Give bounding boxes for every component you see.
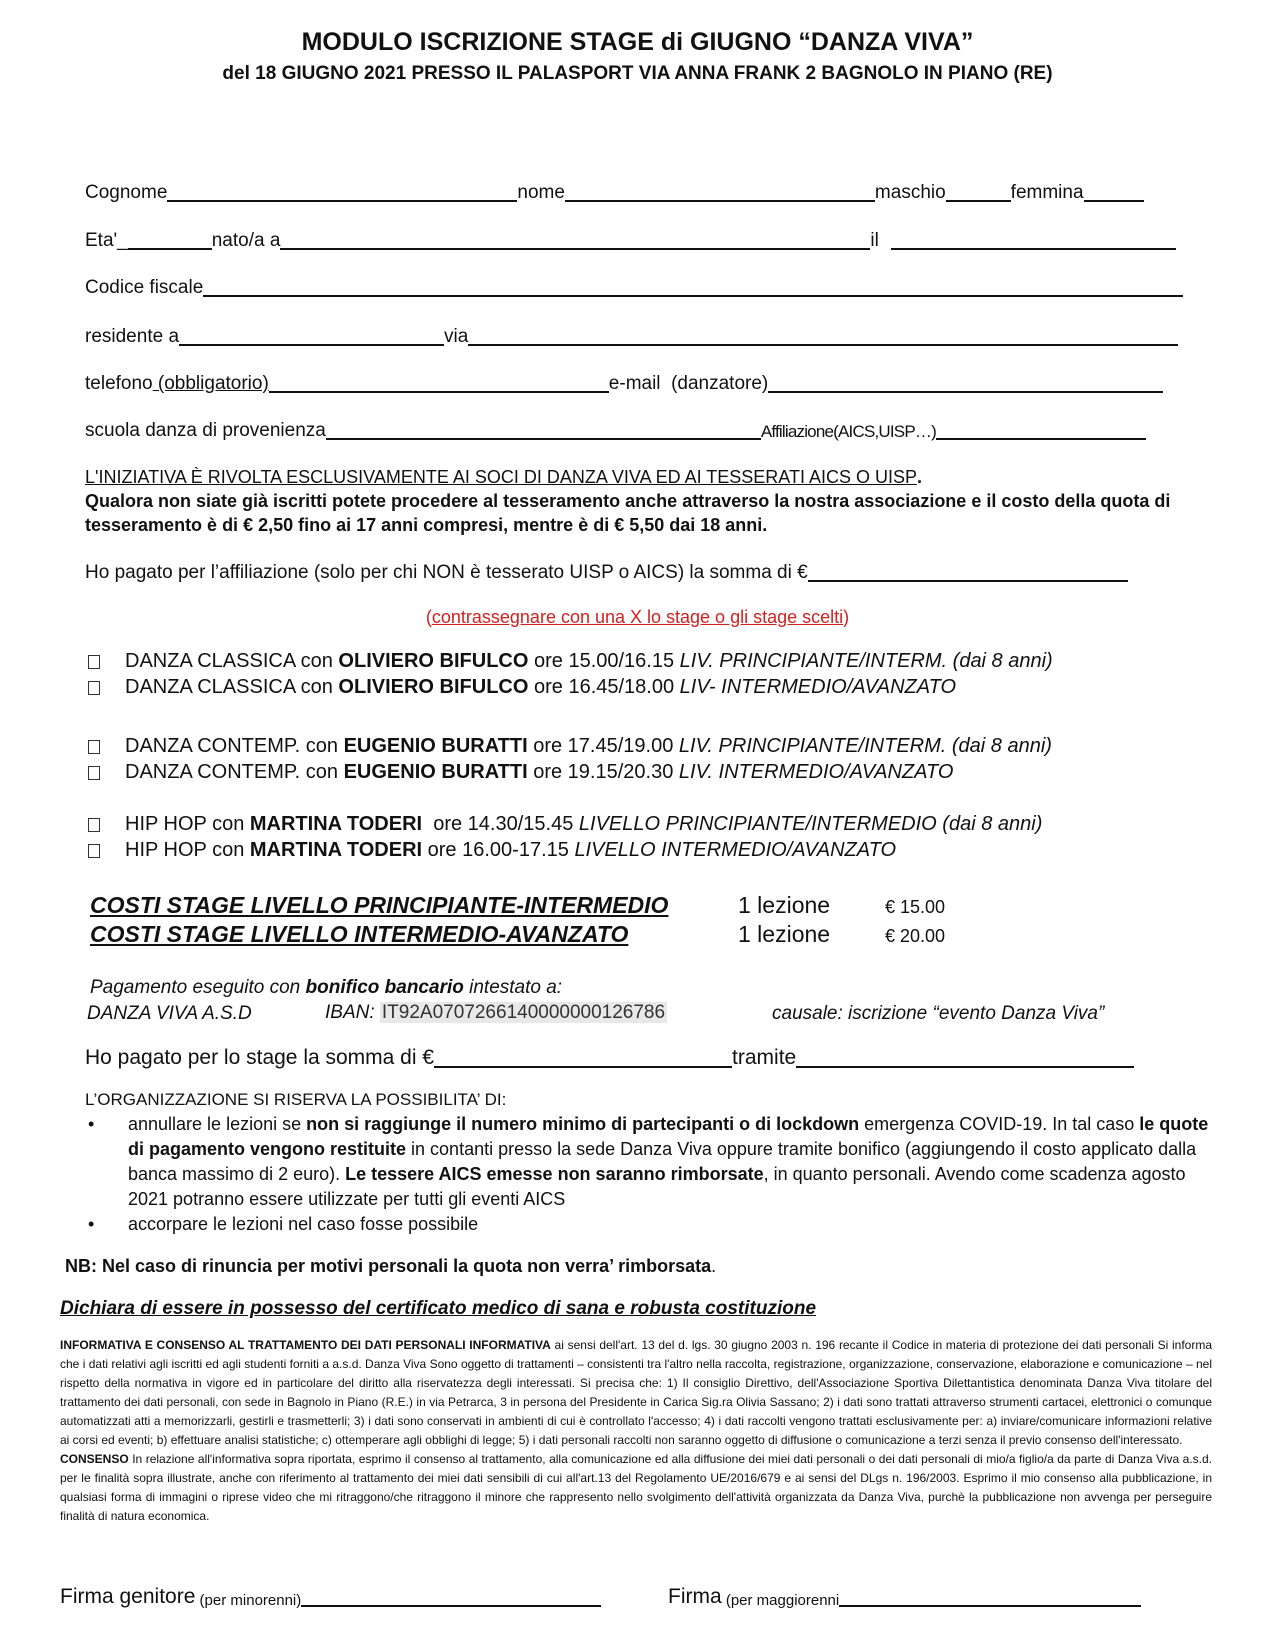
femmina-field[interactable] bbox=[1084, 182, 1144, 202]
notice-caps: L'INIZIATIVA È RIVOLTA ESCLUSIVAMENTE AI SOCI DI DANZA VIVA ED AI TESSERATI AICS O UISP bbox=[85, 467, 917, 487]
signature-parent bbox=[60, 1585, 601, 1609]
organization-list bbox=[88, 1112, 1218, 1237]
notice-bold: Qualora non siate già iscritti potete procedere al tesseramento anche attraverso la nostra associazione e il costo della quota di tesseramento è di € 2,50 fino ai 17 anni compresi, mentre è di € 5,50 dai 18 anni. bbox=[85, 491, 1171, 535]
course-time: ore 16.45/18.00 bbox=[528, 676, 680, 698]
consenso-text: In relazione all'informativa sopra riportata, esprimo il consenso al trattamento, alla comunicazione ed alla diffusione dei miei dati personali o dei dati personali di mio/a figlio/a da parte di Danza Viva a.s.d. per le finalità sopra illustrate, anche con riferimento al trattamento dei miei dati sensibili di cui all'art.13 del Regolamento UE/2016/679 e ai sensi del DLgs n. 196/2003. Esprimo il mio consenso alla pubblicazione, in qualsiasi forma di immagini o riprese video che mi ritraggono/che ritraggono il minore che rappresento nello svolgimento dell'attività organizzata da Danza Viva, purchè la pubblicazione non avvenga per perseguire finalità di natura economica. bbox=[60, 1452, 1212, 1523]
row-residenza bbox=[85, 324, 1178, 348]
list-text-bold: non si raggiunge il numero minimo di partecipanti o di lockdown bbox=[306, 1114, 860, 1134]
email-label: e-mail (danzatore) bbox=[608, 373, 769, 394]
hint-open: ( bbox=[425, 607, 432, 627]
maschio-field[interactable] bbox=[946, 182, 1011, 202]
row-contatti bbox=[85, 371, 1163, 395]
list-text: , in quanto personali. Avendo come scadenza agosto 2021 potranno essere utilizzate per tutti gli eventi AICS bbox=[128, 1164, 1186, 1209]
nb-note bbox=[65, 1256, 716, 1277]
course-level: LIVELLO INTERMEDIO/AVANZATO bbox=[574, 839, 897, 861]
scuola-field[interactable] bbox=[326, 420, 761, 440]
consenso-title: CONSENSO bbox=[60, 1452, 129, 1466]
cost-label: COSTI STAGE LIVELLO PRINCIPIANTE-INTERMEDIO bbox=[90, 892, 669, 918]
row-stage-pagato bbox=[85, 1046, 1134, 1070]
course-name: HIP HOP con bbox=[125, 839, 250, 861]
hint-text: contrassegnare con una X lo stage o gli stage scelti bbox=[431, 607, 844, 627]
list-text: in contanti presso la sede Danza Viva oppure tramite bonifico (aggiungendo il costo applicato dalla banca massimo di 2 euro). bbox=[128, 1139, 1197, 1184]
course-option[interactable] bbox=[88, 650, 1053, 673]
list-item bbox=[88, 1112, 1218, 1212]
payment-holder: DANZA VIVA A.S.D bbox=[87, 1003, 252, 1024]
cost-lessons: 1 lezione bbox=[738, 892, 831, 918]
email-field[interactable] bbox=[768, 373, 1163, 393]
scuola-label: scuola danza di provenienza bbox=[85, 420, 326, 441]
notice-caps-end: . bbox=[917, 467, 923, 487]
row-scuola bbox=[85, 418, 1146, 442]
cognome-label: Cognome bbox=[85, 182, 168, 203]
course-time: ore 15.00/16.15 bbox=[528, 650, 680, 672]
cost-label: COSTI STAGE LIVELLO INTERMEDIO-AVANZATO bbox=[90, 921, 629, 947]
nato-field[interactable] bbox=[280, 230, 870, 250]
checkbox-icon[interactable] bbox=[88, 655, 100, 669]
course-name: DANZA CLASSICA con bbox=[125, 676, 339, 698]
via-label: via bbox=[444, 326, 469, 347]
payment-iban bbox=[325, 1002, 667, 1024]
codice-fiscale-label: Codice fiscale bbox=[85, 277, 204, 298]
eta-field[interactable] bbox=[128, 230, 212, 250]
course-time: ore 14.30/15.45 bbox=[422, 813, 579, 835]
maschio-label: maschio bbox=[874, 182, 946, 203]
nb-text: NB: Nel caso di rinuncia per motivi personali la quota non verra’ rimborsata bbox=[65, 1256, 712, 1276]
medical-declaration: Dichiara di essere in possesso del certificato medico di sana e robusta costituzione bbox=[60, 1298, 817, 1319]
membership-notice bbox=[85, 465, 1195, 537]
list-text-bold: le quote di pagamento vengono restituite bbox=[128, 1114, 1209, 1159]
cost-lessons: 1 lezione bbox=[738, 921, 831, 947]
list-text: emergenza COVID-19. In tal caso bbox=[859, 1114, 1140, 1134]
row-name bbox=[85, 180, 1144, 204]
signature-adult-label: Firma bbox=[668, 1585, 722, 1608]
course-teacher: OLIVIERO BIFULCO bbox=[338, 676, 529, 698]
via-field[interactable] bbox=[468, 326, 1178, 346]
telefono-field[interactable] bbox=[269, 373, 609, 393]
birthdate-field[interactable] bbox=[891, 230, 1176, 250]
course-teacher: EUGENIO BURATTI bbox=[343, 735, 528, 757]
course-level: LIVELLO PRINCIPIANTE/INTERMEDIO (dai 8 anni) bbox=[578, 813, 1043, 835]
signature-adult-field[interactable] bbox=[839, 1587, 1141, 1607]
form-title: MODULO ISCRIZIONE STAGE di GIUGNO “DANZA VIVA” bbox=[301, 28, 974, 56]
course-time: ore 17.45/19.00 bbox=[527, 735, 679, 757]
checkbox-icon[interactable] bbox=[88, 844, 100, 858]
course-name: DANZA CONTEMP. con bbox=[125, 735, 344, 757]
affiliazione-pagata-field[interactable] bbox=[808, 562, 1128, 582]
nome-field[interactable] bbox=[565, 182, 875, 202]
course-level: LIV. INTERMEDIO/AVANZATO bbox=[678, 761, 954, 783]
signature-parent-label: Firma genitore bbox=[60, 1585, 196, 1608]
telefono-obbligatorio-label: (obbligatorio) bbox=[152, 373, 269, 394]
organization-heading: L’ORGANIZZAZIONE SI RISERVA LA POSSIBILITA’ DI: bbox=[85, 1090, 507, 1109]
affiliazione-pagata-label: Ho pagato per l’affiliazione (solo per chi NON è tesserato UISP o AICS) la somma di € bbox=[85, 562, 808, 583]
checkbox-icon[interactable] bbox=[88, 681, 100, 695]
signature-parent-field[interactable] bbox=[301, 1587, 601, 1607]
course-option[interactable] bbox=[88, 761, 953, 784]
course-level: LIV- INTERMEDIO/AVANZATO bbox=[679, 676, 957, 698]
course-option[interactable] bbox=[88, 735, 1052, 758]
selection-hint bbox=[0, 607, 1275, 628]
list-text: annullare le lezioni se bbox=[128, 1114, 307, 1134]
course-name: DANZA CONTEMP. con bbox=[125, 761, 344, 783]
il-label: il bbox=[870, 230, 879, 251]
form-subtitle: del 18 GIUGNO 2021 PRESSO IL PALASPORT VIA ANNA FRANK 2 BAGNOLO IN PIANO (RE) bbox=[222, 63, 1053, 84]
residente-field[interactable] bbox=[179, 326, 444, 346]
course-name: HIP HOP con bbox=[125, 813, 250, 835]
eta-label: Eta'_ bbox=[85, 230, 128, 251]
checkbox-icon[interactable] bbox=[88, 740, 100, 754]
course-option[interactable] bbox=[88, 813, 1042, 836]
checkbox-icon[interactable] bbox=[88, 766, 100, 780]
tramite-field[interactable] bbox=[796, 1048, 1134, 1068]
course-teacher: MARTINA TODERI bbox=[249, 813, 423, 835]
list-item: • accorpare le lezioni nel caso fosse possibile bbox=[88, 1212, 1218, 1237]
course-level: LIV. PRINCIPIANTE/INTERM. (dai 8 anni) bbox=[678, 735, 1052, 757]
codice-fiscale-field[interactable] bbox=[203, 277, 1183, 297]
informativa-title: INFORMATIVA E CONSENSO AL TRATTAMENTO DEI DATI PERSONALI INFORMATIVA bbox=[60, 1338, 551, 1352]
affiliazione-label: Affiliazione(AICS,UISP…) bbox=[760, 422, 936, 441]
informativa-text: ai sensi dell'art. 13 del d. lgs. 30 giugno 2003 n. 196 recante il Codice in materia di protezione dei dati personali Si informa che i dati relativi agli iscritti ed agli studenti forniti a a.s.d. Danza Viva Sono oggetto di trattamenti – consistenti tra l'altro nella raccolta, registrazione, organizzazione, conservazione, elaborazione e comunicazione – nel rispetto della normativa in vigore ed in particolare del diritto alla riservatezza degli interessati. Si precisa che: 1) Il consiglio Direttivo, dell'Associazione Sportiva Dilettantistica denominata Danza Viva titolare del trattamento dei dati personali, con sede in Bagnolo in Piano (R.E.) in via Petrarca, 3 in persona del Presidente in Carica Sig.ra Olivia Sassano; 2) i dati sono trattati attraverso strumenti cartacei, elettronici o comunque automatizzati atti a memorizzarli, gestirli e trasmetterli; 3) i dati sono conservati in ambienti di cui è controllato l'accesso; 4) i dati raccolti vengono trattati esclusivamente per: a) inviare/comunicare informazioni relative ai corsi ed eventi; b) effettuare analisi statistiche; c) ottemperare agli obblighi di legge; 5) i dati personali raccolti non saranno oggetto di diffusione o comunicazione a terzi senza il previo consenso dell'interessato. bbox=[60, 1338, 1212, 1447]
hint-close: ) bbox=[843, 607, 850, 627]
payment-bonifico: bonifico bancario bbox=[305, 977, 464, 998]
course-name: DANZA CLASSICA con bbox=[125, 650, 339, 672]
payment-intestato: intestato a: bbox=[463, 977, 563, 998]
course-teacher: EUGENIO BURATTI bbox=[343, 761, 528, 783]
tramite-label: tramite bbox=[732, 1046, 797, 1069]
course-option[interactable] bbox=[88, 839, 896, 862]
payment-text: Pagamento eseguito con bbox=[90, 977, 306, 998]
femmina-label: femmina bbox=[1010, 182, 1084, 203]
stage-paid-label: Ho pagato per lo stage la somma di € bbox=[85, 1046, 435, 1069]
checkbox-icon[interactable] bbox=[88, 818, 100, 832]
row-affiliazione-pagata bbox=[85, 560, 1128, 584]
affiliazione-field[interactable] bbox=[936, 420, 1146, 440]
iban-label: IBAN: bbox=[325, 1002, 375, 1023]
signature-adult-note: (per maggiorenni bbox=[721, 1592, 840, 1609]
course-time: ore 19.15/20.30 bbox=[527, 761, 679, 783]
cost-price: € 20.00 bbox=[885, 926, 946, 946]
cost-price: € 15.00 bbox=[885, 897, 946, 917]
payment-method bbox=[90, 977, 562, 999]
course-option[interactable] bbox=[88, 676, 956, 699]
stage-paid-field[interactable] bbox=[434, 1048, 732, 1068]
course-teacher: OLIVIERO BIFULCO bbox=[338, 650, 529, 672]
signature-adult bbox=[668, 1585, 1141, 1609]
privacy-informativa bbox=[60, 1336, 1212, 1526]
row-age bbox=[85, 228, 1176, 252]
payment-causale: causale: iscrizione “evento Danza Viva” bbox=[772, 1003, 1105, 1024]
iban-value[interactable]: IT92A0707266140000000126786 bbox=[381, 1002, 666, 1023]
row-codice-fiscale bbox=[85, 275, 1183, 299]
nome-label: nome bbox=[517, 182, 565, 203]
list-text-bold: Le tessere AICS emesse non saranno rimborsate bbox=[345, 1164, 764, 1184]
course-time: ore 16.00-17.15 bbox=[422, 839, 575, 861]
nato-label: nato/a a bbox=[211, 230, 281, 251]
course-teacher: MARTINA TODERI bbox=[249, 839, 423, 861]
nb-end: . bbox=[711, 1256, 717, 1276]
telefono-label: telefono bbox=[85, 373, 153, 394]
residente-label: residente a bbox=[85, 326, 180, 347]
signature-parent-note: (per minorenni) bbox=[195, 1592, 302, 1609]
cognome-field[interactable] bbox=[167, 182, 517, 202]
course-level: LIV. PRINCIPIANTE/INTERM. (dai 8 anni) bbox=[679, 650, 1053, 672]
